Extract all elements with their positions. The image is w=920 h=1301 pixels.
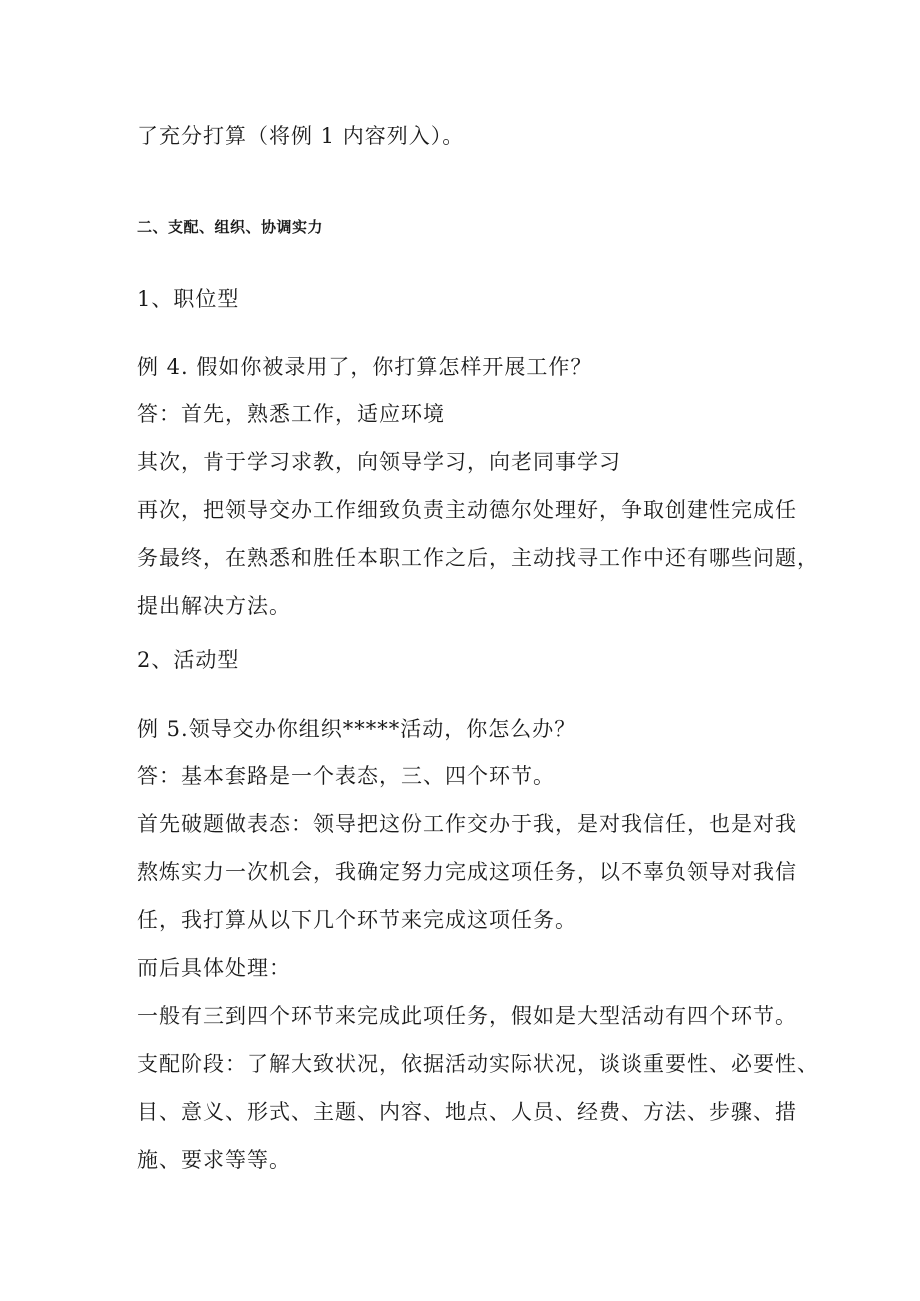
stages-overview: 一般有三到四个环节来完成此项任务，假如是大型活动有四个环节。 — [137, 1004, 797, 1028]
example-4-question: 例 4. 假如你被录用了，你打算怎样开展工作？ — [137, 355, 593, 379]
answer-third-line-1: 再次，把领导交办工作细致负责主动德尔处理好，争取创建性完成任 — [137, 498, 797, 522]
answer-basic-routine: 答：基本套路是一个表态，三、四个环节。 — [137, 764, 555, 788]
section-heading: 二、支配、组织、协调实力 — [137, 218, 324, 236]
planning-stage-line-3: 施、要求等等。 — [137, 1148, 291, 1172]
answer-second: 其次，肯于学习求教，向领导学习，向老同事学习 — [137, 450, 621, 474]
statement-line-1: 首先破题做表态：领导把这份工作交办于我，是对我信任，也是对我 — [137, 812, 797, 836]
answer-third-line-3: 提出解决方法。 — [137, 594, 291, 618]
text-line-continuation: 了充分打算（将例 1 内容列入）。 — [137, 124, 465, 148]
planning-stage-line-1: 支配阶段：了解大致状况，依据活动实际状况，谈谈重要性、必要性、 — [137, 1052, 819, 1076]
answer-first: 答：首先，熟悉工作，适应环境 — [137, 402, 445, 426]
statement-line-2: 熬炼实力一次机会，我确定努力完成这项任务，以不辜负领导对我信 — [137, 860, 797, 884]
planning-stage-line-2: 目、意义、形式、主题、内容、地点、人员、经费、方法、步骤、措 — [137, 1100, 797, 1124]
example-5-question: 例 5.领导交办你组织*****活动，你怎么办？ — [137, 717, 577, 741]
specific-handling-label: 而后具体处理： — [137, 956, 291, 980]
subsection-heading-position-type: 1、职位型 — [137, 287, 240, 311]
subsection-heading-activity-type: 2、活动型 — [137, 648, 240, 672]
answer-third-line-2: 务最终，在熟悉和胜任本职工作之后，主动找寻工作中还有哪些问题， — [137, 546, 819, 570]
statement-line-3: 任，我打算从以下几个环节来完成这项任务。 — [137, 908, 577, 932]
